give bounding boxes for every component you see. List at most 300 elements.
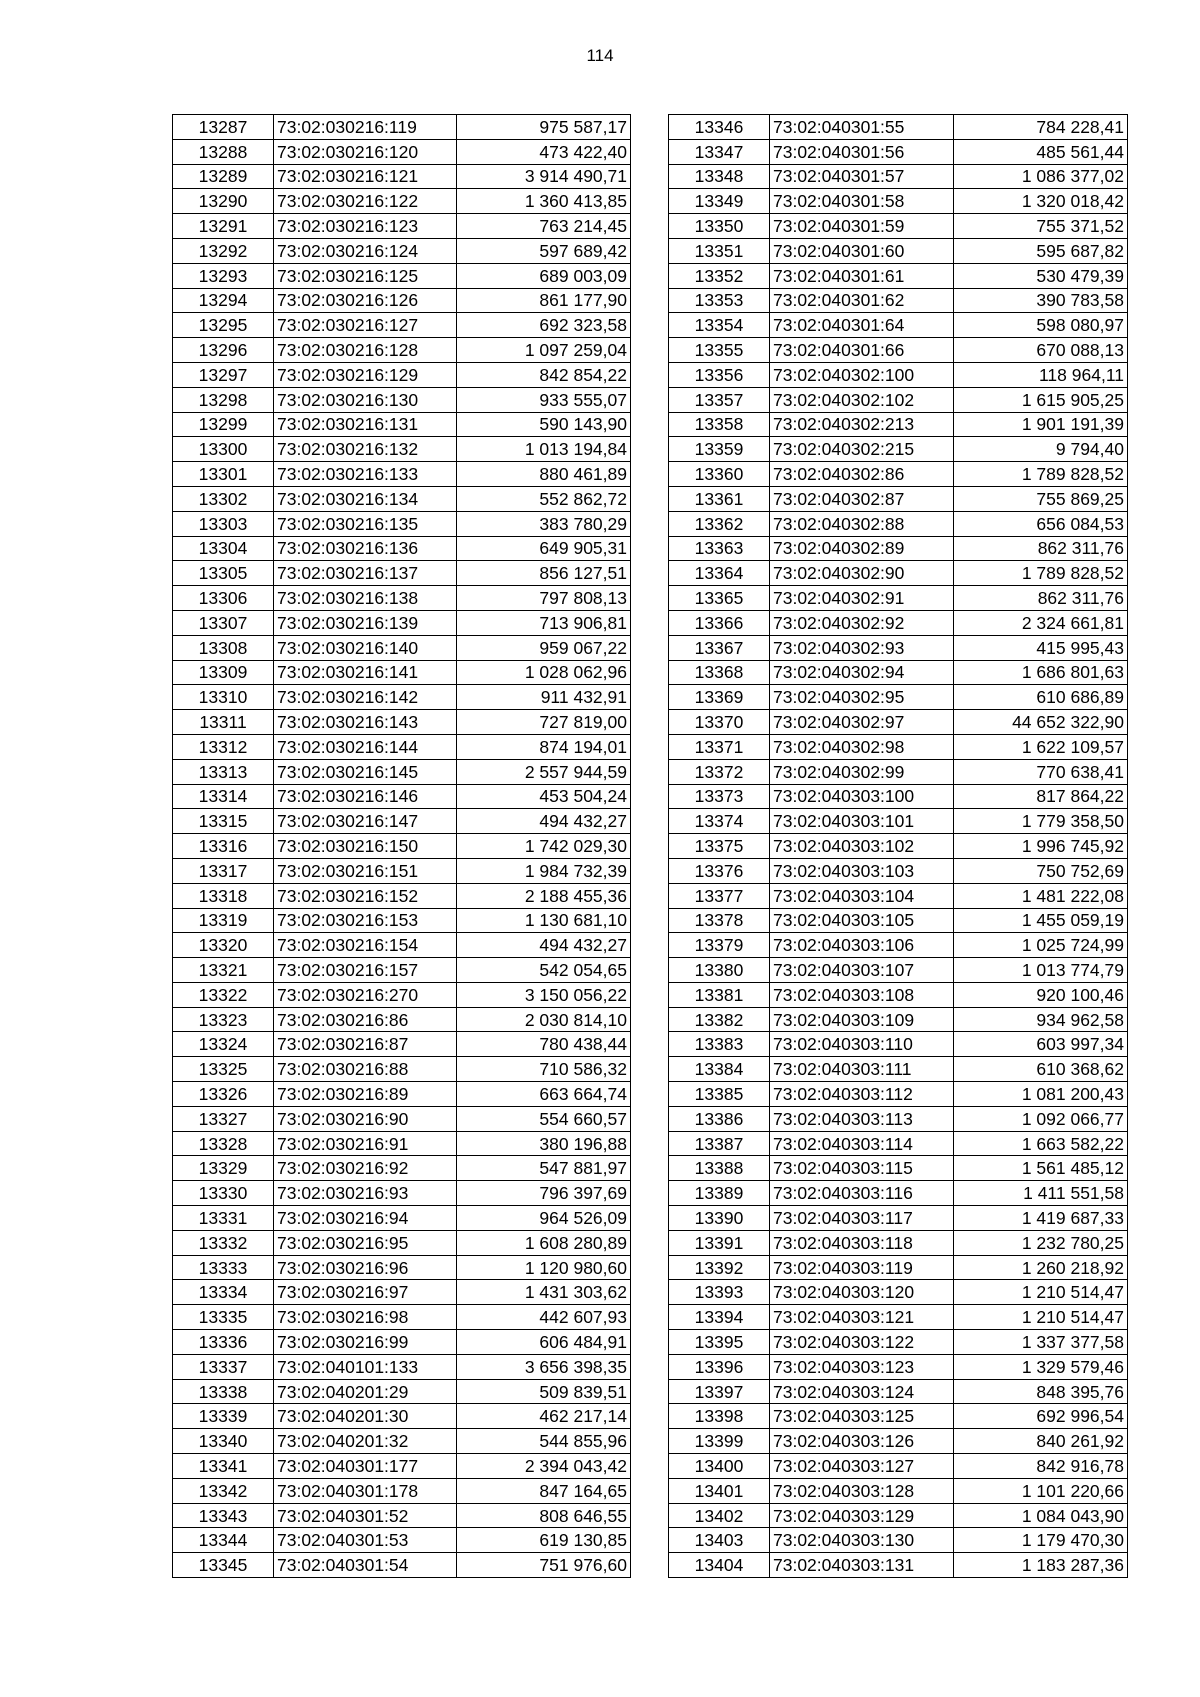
table-row (173, 982, 631, 1007)
cadastral-number-cell: 73:02:040201:32 (274, 1429, 457, 1454)
row-number-cell: 13350 (669, 214, 770, 239)
row-number-cell: 13398 (669, 1404, 770, 1429)
row-number-cell: 13361 (669, 486, 770, 511)
row-number-cell: 13346 (669, 115, 770, 140)
value-cell: 595 687,82 (954, 238, 1128, 263)
row-number-cell: 13302 (173, 486, 274, 511)
cadastral-number-cell: 73:02:040201:30 (274, 1404, 457, 1429)
cadastral-number-cell: 73:02:040303:106 (770, 933, 954, 958)
table-row (173, 908, 631, 933)
cadastral-number-cell: 73:02:030216:121 (274, 164, 457, 189)
row-number-cell: 13372 (669, 759, 770, 784)
row-number-cell: 13390 (669, 1206, 770, 1231)
table-row (669, 586, 1128, 611)
cadastral-number-cell: 73:02:040302:95 (770, 685, 954, 710)
value-cell: 542 054,65 (457, 958, 631, 983)
table-row (669, 1330, 1128, 1355)
value-cell: 1 779 358,50 (954, 809, 1128, 834)
value-cell: 780 438,44 (457, 1032, 631, 1057)
table-row (173, 1528, 631, 1553)
table-row (669, 1181, 1128, 1206)
row-number-cell: 13394 (669, 1305, 770, 1330)
table-row (669, 982, 1128, 1007)
cadastral-number-cell: 73:02:030216:88 (274, 1057, 457, 1082)
row-number-cell: 13355 (669, 338, 770, 363)
table-row (173, 1206, 631, 1231)
cadastral-number-cell: 73:02:040303:113 (770, 1106, 954, 1131)
row-number-cell: 13387 (669, 1131, 770, 1156)
value-cell: 964 526,09 (457, 1206, 631, 1231)
row-number-cell: 13395 (669, 1330, 770, 1355)
table-row (173, 1454, 631, 1479)
value-cell: 606 484,91 (457, 1330, 631, 1355)
cadastral-number-cell: 73:02:030216:154 (274, 933, 457, 958)
cadastral-number-cell: 73:02:040302:92 (770, 610, 954, 635)
value-cell: 383 780,29 (457, 511, 631, 536)
table-row (173, 387, 631, 412)
table-row (669, 1230, 1128, 1255)
cadastral-number-cell: 73:02:030216:133 (274, 462, 457, 487)
value-cell: 1 097 259,04 (457, 338, 631, 363)
table-row (669, 1528, 1128, 1553)
value-cell: 1 130 681,10 (457, 908, 631, 933)
row-number-cell: 13321 (173, 958, 274, 983)
value-cell: 1 742 029,30 (457, 834, 631, 859)
value-cell: 453 504,24 (457, 784, 631, 809)
cadastral-number-cell: 73:02:040303:121 (770, 1305, 954, 1330)
value-cell: 692 996,54 (954, 1404, 1128, 1429)
cadastral-number-cell: 73:02:040301:52 (274, 1503, 457, 1528)
row-number-cell: 13338 (173, 1379, 274, 1404)
cadastral-number-cell: 73:02:030216:90 (274, 1106, 457, 1131)
value-cell: 590 143,90 (457, 412, 631, 437)
table-row (669, 933, 1128, 958)
row-number-cell: 13336 (173, 1330, 274, 1355)
value-cell: 442 607,93 (457, 1305, 631, 1330)
table-row (173, 362, 631, 387)
table-row (669, 883, 1128, 908)
table-row (669, 189, 1128, 214)
row-number-cell: 13287 (173, 115, 274, 140)
cadastral-number-cell: 73:02:030216:153 (274, 908, 457, 933)
table-row (173, 883, 631, 908)
row-number-cell: 13362 (669, 511, 770, 536)
table-row (669, 511, 1128, 536)
cadastral-number-cell: 73:02:040303:115 (770, 1156, 954, 1181)
value-cell: 755 371,52 (954, 214, 1128, 239)
row-number-cell: 13317 (173, 858, 274, 883)
data-table-left (172, 114, 631, 1578)
table-row (669, 759, 1128, 784)
table-row (669, 362, 1128, 387)
cadastral-number-cell: 73:02:040301:59 (770, 214, 954, 239)
row-number-cell: 13303 (173, 511, 274, 536)
cadastral-number-cell: 73:02:030216:95 (274, 1230, 457, 1255)
cadastral-number-cell: 73:02:040301:54 (274, 1553, 457, 1578)
row-number-cell: 13288 (173, 139, 274, 164)
value-cell: 1 481 222,08 (954, 883, 1128, 908)
table-row (173, 1032, 631, 1057)
value-cell: 856 127,51 (457, 561, 631, 586)
cadastral-number-cell: 73:02:030216:126 (274, 288, 457, 313)
value-cell: 1 183 287,36 (954, 1553, 1128, 1578)
row-number-cell: 13402 (669, 1503, 770, 1528)
row-number-cell: 13305 (173, 561, 274, 586)
cadastral-number-cell: 73:02:040302:90 (770, 561, 954, 586)
value-cell: 603 997,34 (954, 1032, 1128, 1057)
table-row (669, 486, 1128, 511)
table-row (173, 164, 631, 189)
value-cell: 755 869,25 (954, 486, 1128, 511)
cadastral-number-cell: 73:02:040303:100 (770, 784, 954, 809)
value-cell: 1 232 780,25 (954, 1230, 1128, 1255)
table-row (669, 536, 1128, 561)
table-row (669, 1404, 1128, 1429)
value-cell: 509 839,51 (457, 1379, 631, 1404)
row-number-cell: 13400 (669, 1454, 770, 1479)
table-row (173, 511, 631, 536)
value-cell: 2 557 944,59 (457, 759, 631, 784)
cadastral-number-cell: 73:02:040301:177 (274, 1454, 457, 1479)
value-cell: 920 100,46 (954, 982, 1128, 1007)
value-cell: 1 260 218,92 (954, 1255, 1128, 1280)
value-cell: 118 964,11 (954, 362, 1128, 387)
cadastral-number-cell: 73:02:030216:146 (274, 784, 457, 809)
row-number-cell: 13292 (173, 238, 274, 263)
cadastral-number-cell: 73:02:040101:133 (274, 1354, 457, 1379)
cadastral-number-cell: 73:02:040302:215 (770, 437, 954, 462)
table-row (173, 1404, 631, 1429)
table-row (173, 263, 631, 288)
cadastral-number-cell: 73:02:040303:130 (770, 1528, 954, 1553)
row-number-cell: 13373 (669, 784, 770, 809)
cadastral-number-cell: 73:02:040301:61 (770, 263, 954, 288)
value-cell: 842 854,22 (457, 362, 631, 387)
cadastral-number-cell: 73:02:040303:117 (770, 1206, 954, 1231)
value-cell: 1 120 980,60 (457, 1255, 631, 1280)
row-number-cell: 13401 (669, 1478, 770, 1503)
table-row (173, 1553, 631, 1578)
cadastral-number-cell: 73:02:030216:131 (274, 412, 457, 437)
row-number-cell: 13343 (173, 1503, 274, 1528)
value-cell: 598 080,97 (954, 313, 1128, 338)
cadastral-number-cell: 73:02:030216:135 (274, 511, 457, 536)
value-cell: 1 086 377,02 (954, 164, 1128, 189)
value-cell: 415 995,43 (954, 635, 1128, 660)
row-number-cell: 13341 (173, 1454, 274, 1479)
value-cell: 1 210 514,47 (954, 1280, 1128, 1305)
row-number-cell: 13322 (173, 982, 274, 1007)
row-number-cell: 13391 (669, 1230, 770, 1255)
cadastral-number-cell: 73:02:030216:129 (274, 362, 457, 387)
value-cell: 44 652 322,90 (954, 710, 1128, 735)
cadastral-number-cell: 73:02:040302:88 (770, 511, 954, 536)
value-cell: 494 432,27 (457, 809, 631, 834)
table-row (173, 486, 631, 511)
row-number-cell: 13349 (669, 189, 770, 214)
row-number-cell: 13328 (173, 1131, 274, 1156)
cadastral-number-cell: 73:02:030216:87 (274, 1032, 457, 1057)
table-row (173, 1131, 631, 1156)
table-row (173, 809, 631, 834)
row-number-cell: 13369 (669, 685, 770, 710)
row-number-cell: 13324 (173, 1032, 274, 1057)
value-cell: 1 084 043,90 (954, 1503, 1128, 1528)
table-row (173, 958, 631, 983)
row-number-cell: 13300 (173, 437, 274, 462)
cadastral-number-cell: 73:02:040301:64 (770, 313, 954, 338)
row-number-cell: 13359 (669, 437, 770, 462)
row-number-cell: 13376 (669, 858, 770, 883)
value-cell: 1 013 194,84 (457, 437, 631, 462)
row-number-cell: 13380 (669, 958, 770, 983)
cadastral-number-cell: 73:02:040303:112 (770, 1082, 954, 1107)
cadastral-number-cell: 73:02:030216:98 (274, 1305, 457, 1330)
row-number-cell: 13357 (669, 387, 770, 412)
cadastral-number-cell: 73:02:040303:129 (770, 1503, 954, 1528)
data-table-right (668, 114, 1128, 1578)
value-cell: 1 984 732,39 (457, 858, 631, 883)
value-cell: 1 615 905,25 (954, 387, 1128, 412)
table-row (173, 561, 631, 586)
value-cell: 649 905,31 (457, 536, 631, 561)
table-row (173, 1379, 631, 1404)
table-row (173, 1082, 631, 1107)
cadastral-number-cell: 73:02:030216:137 (274, 561, 457, 586)
table-row (669, 1131, 1128, 1156)
table-row (173, 685, 631, 710)
cadastral-number-cell: 73:02:040302:213 (770, 412, 954, 437)
cadastral-number-cell: 73:02:030216:92 (274, 1156, 457, 1181)
table-row (173, 1305, 631, 1330)
value-cell: 2 324 661,81 (954, 610, 1128, 635)
value-cell: 390 783,58 (954, 288, 1128, 313)
cadastral-number-cell: 73:02:040302:94 (770, 660, 954, 685)
row-number-cell: 13327 (173, 1106, 274, 1131)
value-cell: 462 217,14 (457, 1404, 631, 1429)
row-number-cell: 13344 (173, 1528, 274, 1553)
table-row (669, 1106, 1128, 1131)
cadastral-number-cell: 73:02:040303:102 (770, 834, 954, 859)
value-cell: 770 638,41 (954, 759, 1128, 784)
table-row (669, 1082, 1128, 1107)
value-cell: 727 819,00 (457, 710, 631, 735)
cadastral-number-cell: 73:02:040301:60 (770, 238, 954, 263)
cadastral-number-cell: 73:02:040301:62 (770, 288, 954, 313)
value-cell: 751 976,60 (457, 1553, 631, 1578)
row-number-cell: 13348 (669, 164, 770, 189)
cadastral-number-cell: 73:02:040302:91 (770, 586, 954, 611)
table-row (173, 1007, 631, 1032)
row-number-cell: 13323 (173, 1007, 274, 1032)
cadastral-number-cell: 73:02:040201:29 (274, 1379, 457, 1404)
cadastral-number-cell: 73:02:030216:123 (274, 214, 457, 239)
cadastral-number-cell: 73:02:040303:122 (770, 1330, 954, 1355)
row-number-cell: 13378 (669, 908, 770, 933)
row-number-cell: 13320 (173, 933, 274, 958)
row-number-cell: 13364 (669, 561, 770, 586)
table-row (669, 164, 1128, 189)
cadastral-number-cell: 73:02:030216:97 (274, 1280, 457, 1305)
cadastral-number-cell: 73:02:040302:102 (770, 387, 954, 412)
row-number-cell: 13335 (173, 1305, 274, 1330)
value-cell: 473 422,40 (457, 139, 631, 164)
value-cell: 763 214,45 (457, 214, 631, 239)
value-cell: 554 660,57 (457, 1106, 631, 1131)
row-number-cell: 13377 (669, 883, 770, 908)
table-row (173, 610, 631, 635)
row-number-cell: 13313 (173, 759, 274, 784)
value-cell: 1 081 200,43 (954, 1082, 1128, 1107)
value-cell: 1 789 828,52 (954, 561, 1128, 586)
cadastral-number-cell: 73:02:040301:58 (770, 189, 954, 214)
cadastral-number-cell: 73:02:040303:120 (770, 1280, 954, 1305)
row-number-cell: 13304 (173, 536, 274, 561)
cadastral-number-cell: 73:02:030216:145 (274, 759, 457, 784)
table-row (173, 1181, 631, 1206)
cadastral-number-cell: 73:02:040303:101 (770, 809, 954, 834)
table-row (173, 1057, 631, 1082)
cadastral-number-cell: 73:02:040302:93 (770, 635, 954, 660)
row-number-cell: 13289 (173, 164, 274, 189)
table-row (669, 115, 1128, 140)
cadastral-number-cell: 73:02:040303:118 (770, 1230, 954, 1255)
cadastral-number-cell: 73:02:030216:124 (274, 238, 457, 263)
cadastral-number-cell: 73:02:040303:126 (770, 1429, 954, 1454)
row-number-cell: 13312 (173, 734, 274, 759)
value-cell: 1 608 280,89 (457, 1230, 631, 1255)
row-number-cell: 13347 (669, 139, 770, 164)
row-number-cell: 13308 (173, 635, 274, 660)
value-cell: 861 177,90 (457, 288, 631, 313)
cadastral-number-cell: 73:02:030216:86 (274, 1007, 457, 1032)
cadastral-number-cell: 73:02:030216:139 (274, 610, 457, 635)
row-number-cell: 13383 (669, 1032, 770, 1057)
row-number-cell: 13298 (173, 387, 274, 412)
row-number-cell: 13329 (173, 1156, 274, 1181)
cadastral-number-cell: 73:02:030216:127 (274, 313, 457, 338)
value-cell: 975 587,17 (457, 115, 631, 140)
value-cell: 911 432,91 (457, 685, 631, 710)
row-number-cell: 13333 (173, 1255, 274, 1280)
table-row (669, 1379, 1128, 1404)
value-cell: 1 101 220,66 (954, 1478, 1128, 1503)
table-row (173, 834, 631, 859)
cadastral-number-cell: 73:02:040301:55 (770, 115, 954, 140)
value-cell: 1 337 377,58 (954, 1330, 1128, 1355)
value-cell: 959 067,22 (457, 635, 631, 660)
row-number-cell: 13353 (669, 288, 770, 313)
row-number-cell: 13363 (669, 536, 770, 561)
value-cell: 544 855,96 (457, 1429, 631, 1454)
table-row (173, 586, 631, 611)
table-row (669, 1057, 1128, 1082)
table-row (173, 710, 631, 735)
table-row (669, 635, 1128, 660)
value-cell: 1 996 745,92 (954, 834, 1128, 859)
value-cell: 9 794,40 (954, 437, 1128, 462)
cadastral-number-cell: 73:02:030216:132 (274, 437, 457, 462)
row-number-cell: 13358 (669, 412, 770, 437)
value-cell: 1 419 687,33 (954, 1206, 1128, 1231)
value-cell: 597 689,42 (457, 238, 631, 263)
row-number-cell: 13389 (669, 1181, 770, 1206)
value-cell: 1 025 724,99 (954, 933, 1128, 958)
row-number-cell: 13306 (173, 586, 274, 611)
row-number-cell: 13319 (173, 908, 274, 933)
value-cell: 380 196,88 (457, 1131, 631, 1156)
value-cell: 710 586,32 (457, 1057, 631, 1082)
table-row (669, 263, 1128, 288)
row-number-cell: 13334 (173, 1280, 274, 1305)
cadastral-number-cell: 73:02:040303:114 (770, 1131, 954, 1156)
cadastral-number-cell: 73:02:030216:89 (274, 1082, 457, 1107)
cadastral-number-cell: 73:02:030216:136 (274, 536, 457, 561)
table-row (669, 1454, 1128, 1479)
table-row (173, 660, 631, 685)
cadastral-number-cell: 73:02:040303:103 (770, 858, 954, 883)
row-number-cell: 13310 (173, 685, 274, 710)
row-number-cell: 13295 (173, 313, 274, 338)
table-row (173, 189, 631, 214)
row-number-cell: 13293 (173, 263, 274, 288)
cadastral-number-cell: 73:02:030216:122 (274, 189, 457, 214)
table-row (173, 1478, 631, 1503)
value-cell: 933 555,07 (457, 387, 631, 412)
value-cell: 2 030 814,10 (457, 1007, 631, 1032)
cadastral-number-cell: 73:02:040303:127 (770, 1454, 954, 1479)
row-number-cell: 13371 (669, 734, 770, 759)
row-number-cell: 13314 (173, 784, 274, 809)
table-row (669, 858, 1128, 883)
cadastral-number-cell: 73:02:030216:144 (274, 734, 457, 759)
row-number-cell: 13356 (669, 362, 770, 387)
table-row (173, 536, 631, 561)
table-row (669, 412, 1128, 437)
table-row (173, 238, 631, 263)
cadastral-number-cell: 73:02:030216:99 (274, 1330, 457, 1355)
table-row (669, 1503, 1128, 1528)
row-number-cell: 13301 (173, 462, 274, 487)
row-number-cell: 13368 (669, 660, 770, 685)
row-number-cell: 13360 (669, 462, 770, 487)
row-number-cell: 13366 (669, 610, 770, 635)
row-number-cell: 13326 (173, 1082, 274, 1107)
table-row (173, 338, 631, 363)
value-cell: 796 397,69 (457, 1181, 631, 1206)
value-cell: 3 656 398,35 (457, 1354, 631, 1379)
row-number-cell: 13397 (669, 1379, 770, 1404)
value-cell: 485 561,44 (954, 139, 1128, 164)
row-number-cell: 13331 (173, 1206, 274, 1231)
cadastral-number-cell: 73:02:040302:100 (770, 362, 954, 387)
row-number-cell: 13337 (173, 1354, 274, 1379)
row-number-cell: 13294 (173, 288, 274, 313)
row-number-cell: 13309 (173, 660, 274, 685)
cadastral-number-cell: 73:02:040303:119 (770, 1255, 954, 1280)
cadastral-number-cell: 73:02:030216:93 (274, 1181, 457, 1206)
value-cell: 874 194,01 (457, 734, 631, 759)
cadastral-number-cell: 73:02:040303:108 (770, 982, 954, 1007)
cadastral-number-cell: 73:02:030216:125 (274, 263, 457, 288)
table-row (669, 610, 1128, 635)
table-row (669, 1354, 1128, 1379)
table-row (669, 834, 1128, 859)
row-number-cell: 13370 (669, 710, 770, 735)
cadastral-number-cell: 73:02:030216:128 (274, 338, 457, 363)
row-number-cell: 13399 (669, 1429, 770, 1454)
row-number-cell: 13365 (669, 586, 770, 611)
